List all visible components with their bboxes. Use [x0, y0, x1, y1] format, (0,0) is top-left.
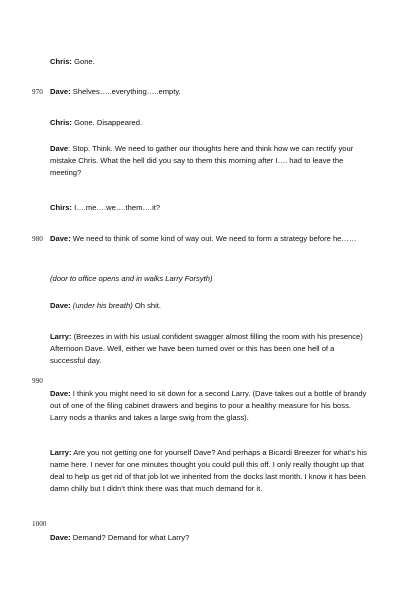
- script-line: [50, 388, 370, 424]
- script-line: [50, 143, 370, 179]
- dialogue-text: I think you might need to sit down for a second Larry. (Dave takes out a bottle of brandy out of one of the filing cabinet drawers and begins to pour a healthy measure for his boss. Larry nods a thanks and takes a large swig from the glass).: [50, 389, 367, 422]
- script-line: [50, 86, 370, 98]
- speaker-name: Larry:: [50, 332, 72, 341]
- line-number: 980: [32, 235, 43, 243]
- speaker-name: Chris:: [50, 118, 72, 127]
- speaker-name: Dave:: [50, 533, 71, 542]
- script-line: [50, 447, 370, 495]
- speaker-name: Dave:: [50, 87, 71, 96]
- line-number: 990: [32, 377, 43, 385]
- dialogue-text: (Breezes in with his usual confident swagger almost filling the room with his presence) Afternoon Dave. Well, either we have been turned over or this has been one hell of a successful day.: [50, 332, 363, 365]
- dialogue-text: Demand? Demand for what Larry?: [70, 533, 190, 542]
- speaker-name: Dave:: [50, 234, 71, 243]
- dialogue-text: We need to think of some kind of way out. We need to form a strategy before he……: [70, 234, 357, 243]
- script-line: [50, 202, 370, 214]
- speaker-name: Chirs:: [50, 203, 72, 212]
- script-line: [50, 117, 370, 129]
- dialogue-text: Gone. Disappeared.: [71, 118, 143, 127]
- stage-direction: (door to office opens and in walks Larry Forsyth): [50, 274, 213, 283]
- dialogue-text: : Stop. Think. We need to gather our thoughts here and think how we can rectify your mistake Chris. What the hell did you say to them this morning after I…. had to leave the meeting?: [50, 144, 354, 177]
- speaker-name: Larry:: [50, 448, 72, 457]
- speaker-name: Dave:: [50, 301, 71, 310]
- line-number: 1000: [32, 520, 47, 528]
- dialogue-text: I….me….we….them….it?: [71, 203, 161, 212]
- script-line: [50, 233, 370, 245]
- script-line: [50, 331, 370, 367]
- dialogue-text: Oh shit.: [132, 301, 162, 310]
- dialogue-text: Gone.: [71, 57, 95, 66]
- speaker-name: Chris:: [50, 57, 72, 66]
- line-number: 970: [32, 88, 43, 96]
- speaker-name: Dave:: [50, 389, 71, 398]
- stage-aside: (under his breath): [70, 301, 133, 310]
- script-line: [50, 56, 370, 68]
- dialogue-text: Shelves…..everything…..empty.: [70, 87, 181, 96]
- dialogue-text: Are you not getting one for yourself Dave? And perhaps a Bicardi Breezer for what’s his name here. I never for one minutes thought you could pull this off. I only really thought up that deal to help us get rid of that job lot we inherited from the docks last month. I know it has been damn chilly but I didn’t think there was that much demand for it.: [50, 448, 367, 493]
- script-line: [50, 532, 370, 544]
- script-line: [50, 300, 370, 312]
- speaker-name: Dave: [50, 144, 69, 153]
